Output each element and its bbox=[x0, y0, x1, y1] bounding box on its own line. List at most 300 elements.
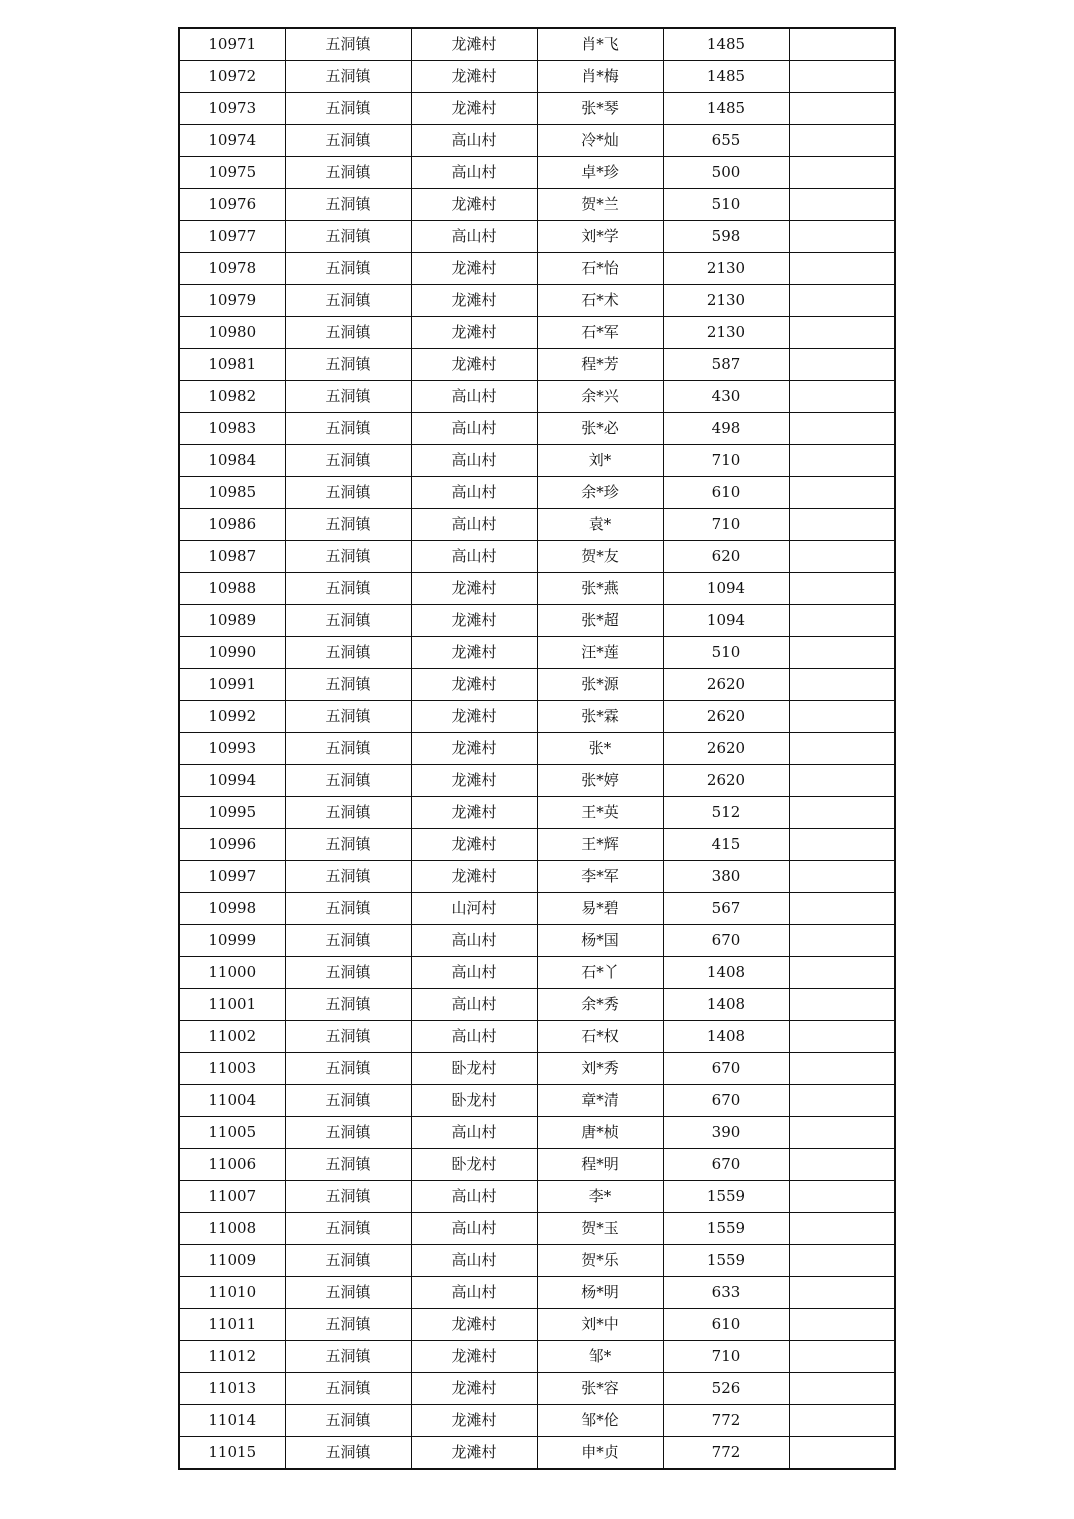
amount-cell: 567 bbox=[663, 893, 789, 925]
serial-number-cell: 10999 bbox=[179, 925, 285, 957]
name-cell: 章*清 bbox=[537, 1085, 663, 1117]
village-cell: 卧龙村 bbox=[411, 1085, 537, 1117]
amount-cell: 2620 bbox=[663, 669, 789, 701]
amount-cell: 1408 bbox=[663, 1021, 789, 1053]
village-cell: 龙滩村 bbox=[411, 93, 537, 125]
remark-cell bbox=[789, 477, 895, 509]
village-cell: 山河村 bbox=[411, 893, 537, 925]
name-cell: 石*军 bbox=[537, 317, 663, 349]
serial-number-cell: 11006 bbox=[179, 1149, 285, 1181]
village-cell: 高山村 bbox=[411, 1213, 537, 1245]
table-row bbox=[179, 765, 895, 797]
name-cell: 张*燕 bbox=[537, 573, 663, 605]
table-row bbox=[179, 1245, 895, 1277]
town-cell: 五洞镇 bbox=[285, 701, 411, 733]
village-cell: 龙滩村 bbox=[411, 285, 537, 317]
name-cell: 邹*伦 bbox=[537, 1405, 663, 1437]
table-row bbox=[179, 1437, 895, 1470]
serial-number-cell: 10985 bbox=[179, 477, 285, 509]
town-cell: 五洞镇 bbox=[285, 1149, 411, 1181]
amount-cell: 2130 bbox=[663, 285, 789, 317]
town-cell: 五洞镇 bbox=[285, 1213, 411, 1245]
serial-number-cell: 11015 bbox=[179, 1437, 285, 1470]
name-cell: 石*丫 bbox=[537, 957, 663, 989]
serial-number-cell: 10997 bbox=[179, 861, 285, 893]
town-cell: 五洞镇 bbox=[285, 1021, 411, 1053]
amount-cell: 415 bbox=[663, 829, 789, 861]
name-cell: 刘*学 bbox=[537, 221, 663, 253]
serial-number-cell: 11002 bbox=[179, 1021, 285, 1053]
town-cell: 五洞镇 bbox=[285, 477, 411, 509]
serial-number-cell: 11011 bbox=[179, 1309, 285, 1341]
name-cell: 肖*梅 bbox=[537, 61, 663, 93]
records-table bbox=[178, 27, 896, 1470]
amount-cell: 1485 bbox=[663, 28, 789, 61]
table-row bbox=[179, 637, 895, 669]
name-cell: 贺*友 bbox=[537, 541, 663, 573]
name-cell: 程*芳 bbox=[537, 349, 663, 381]
remark-cell bbox=[789, 413, 895, 445]
serial-number-cell: 11014 bbox=[179, 1405, 285, 1437]
town-cell: 五洞镇 bbox=[285, 1309, 411, 1341]
town-cell: 五洞镇 bbox=[285, 733, 411, 765]
name-cell: 张*超 bbox=[537, 605, 663, 637]
remark-cell bbox=[789, 1277, 895, 1309]
name-cell: 张*婷 bbox=[537, 765, 663, 797]
town-cell: 五洞镇 bbox=[285, 573, 411, 605]
village-cell: 龙滩村 bbox=[411, 765, 537, 797]
village-cell: 龙滩村 bbox=[411, 1309, 537, 1341]
town-cell: 五洞镇 bbox=[285, 989, 411, 1021]
amount-cell: 2620 bbox=[663, 765, 789, 797]
table-row bbox=[179, 93, 895, 125]
table-row bbox=[179, 1309, 895, 1341]
table-row bbox=[179, 669, 895, 701]
serial-number-cell: 10989 bbox=[179, 605, 285, 637]
amount-cell: 390 bbox=[663, 1117, 789, 1149]
remark-cell bbox=[789, 1053, 895, 1085]
table-row bbox=[179, 61, 895, 93]
name-cell: 张*源 bbox=[537, 669, 663, 701]
serial-number-cell: 10998 bbox=[179, 893, 285, 925]
table-row bbox=[179, 445, 895, 477]
serial-number-cell: 10972 bbox=[179, 61, 285, 93]
serial-number-cell: 10975 bbox=[179, 157, 285, 189]
table-row bbox=[179, 989, 895, 1021]
name-cell: 贺*乐 bbox=[537, 1245, 663, 1277]
amount-cell: 2130 bbox=[663, 253, 789, 285]
village-cell: 龙滩村 bbox=[411, 1373, 537, 1405]
village-cell: 龙滩村 bbox=[411, 829, 537, 861]
remark-cell bbox=[789, 669, 895, 701]
table-row bbox=[179, 1373, 895, 1405]
amount-cell: 587 bbox=[663, 349, 789, 381]
amount-cell: 670 bbox=[663, 1053, 789, 1085]
village-cell: 龙滩村 bbox=[411, 605, 537, 637]
remark-cell bbox=[789, 1149, 895, 1181]
town-cell: 五洞镇 bbox=[285, 1437, 411, 1470]
remark-cell bbox=[789, 125, 895, 157]
name-cell: 刘*秀 bbox=[537, 1053, 663, 1085]
town-cell: 五洞镇 bbox=[285, 413, 411, 445]
remark-cell bbox=[789, 765, 895, 797]
name-cell: 王*辉 bbox=[537, 829, 663, 861]
table-row bbox=[179, 28, 895, 61]
town-cell: 五洞镇 bbox=[285, 445, 411, 477]
remark-cell bbox=[789, 1181, 895, 1213]
village-cell: 龙滩村 bbox=[411, 637, 537, 669]
serial-number-cell: 10982 bbox=[179, 381, 285, 413]
village-cell: 龙滩村 bbox=[411, 1405, 537, 1437]
table-row bbox=[179, 1149, 895, 1181]
serial-number-cell: 10986 bbox=[179, 509, 285, 541]
town-cell: 五洞镇 bbox=[285, 317, 411, 349]
name-cell: 张*霖 bbox=[537, 701, 663, 733]
remark-cell bbox=[789, 285, 895, 317]
amount-cell: 1094 bbox=[663, 605, 789, 637]
amount-cell: 380 bbox=[663, 861, 789, 893]
town-cell: 五洞镇 bbox=[285, 1277, 411, 1309]
town-cell: 五洞镇 bbox=[285, 1117, 411, 1149]
table-row bbox=[179, 797, 895, 829]
village-cell: 龙滩村 bbox=[411, 669, 537, 701]
name-cell: 贺*玉 bbox=[537, 1213, 663, 1245]
amount-cell: 500 bbox=[663, 157, 789, 189]
amount-cell: 655 bbox=[663, 125, 789, 157]
village-cell: 高山村 bbox=[411, 957, 537, 989]
town-cell: 五洞镇 bbox=[285, 797, 411, 829]
serial-number-cell: 11001 bbox=[179, 989, 285, 1021]
village-cell: 高山村 bbox=[411, 1021, 537, 1053]
table-row bbox=[179, 509, 895, 541]
remark-cell bbox=[789, 157, 895, 189]
table-row bbox=[179, 125, 895, 157]
name-cell: 刘* bbox=[537, 445, 663, 477]
table-row bbox=[179, 1213, 895, 1245]
town-cell: 五洞镇 bbox=[285, 189, 411, 221]
remark-cell bbox=[789, 61, 895, 93]
amount-cell: 772 bbox=[663, 1405, 789, 1437]
village-cell: 高山村 bbox=[411, 157, 537, 189]
amount-cell: 620 bbox=[663, 541, 789, 573]
amount-cell: 1559 bbox=[663, 1245, 789, 1277]
remark-cell bbox=[789, 701, 895, 733]
name-cell: 张*必 bbox=[537, 413, 663, 445]
name-cell: 袁* bbox=[537, 509, 663, 541]
table-row bbox=[179, 317, 895, 349]
table-row bbox=[179, 1085, 895, 1117]
serial-number-cell: 10980 bbox=[179, 317, 285, 349]
remark-cell bbox=[789, 1437, 895, 1470]
remark-cell bbox=[789, 509, 895, 541]
amount-cell: 430 bbox=[663, 381, 789, 413]
town-cell: 五洞镇 bbox=[285, 253, 411, 285]
name-cell: 刘*中 bbox=[537, 1309, 663, 1341]
name-cell: 唐*桢 bbox=[537, 1117, 663, 1149]
name-cell: 李*军 bbox=[537, 861, 663, 893]
serial-number-cell: 10973 bbox=[179, 93, 285, 125]
town-cell: 五洞镇 bbox=[285, 1341, 411, 1373]
town-cell: 五洞镇 bbox=[285, 765, 411, 797]
amount-cell: 1094 bbox=[663, 573, 789, 605]
remark-cell bbox=[789, 1085, 895, 1117]
village-cell: 高山村 bbox=[411, 925, 537, 957]
remark-cell bbox=[789, 93, 895, 125]
name-cell: 张* bbox=[537, 733, 663, 765]
table-row bbox=[179, 605, 895, 637]
amount-cell: 670 bbox=[663, 1085, 789, 1117]
table-row bbox=[179, 861, 895, 893]
remark-cell bbox=[789, 349, 895, 381]
name-cell: 邹* bbox=[537, 1341, 663, 1373]
name-cell: 程*明 bbox=[537, 1149, 663, 1181]
amount-cell: 1559 bbox=[663, 1181, 789, 1213]
amount-cell: 772 bbox=[663, 1437, 789, 1470]
village-cell: 高山村 bbox=[411, 221, 537, 253]
table-row bbox=[179, 701, 895, 733]
remark-cell bbox=[789, 605, 895, 637]
town-cell: 五洞镇 bbox=[285, 1053, 411, 1085]
village-cell: 龙滩村 bbox=[411, 253, 537, 285]
serial-number-cell: 10977 bbox=[179, 221, 285, 253]
town-cell: 五洞镇 bbox=[285, 541, 411, 573]
serial-number-cell: 10987 bbox=[179, 541, 285, 573]
village-cell: 高山村 bbox=[411, 1277, 537, 1309]
amount-cell: 510 bbox=[663, 637, 789, 669]
table-row bbox=[179, 349, 895, 381]
name-cell: 汪*莲 bbox=[537, 637, 663, 669]
amount-cell: 670 bbox=[663, 1149, 789, 1181]
table-row bbox=[179, 189, 895, 221]
village-cell: 龙滩村 bbox=[411, 28, 537, 61]
town-cell: 五洞镇 bbox=[285, 1405, 411, 1437]
village-cell: 高山村 bbox=[411, 125, 537, 157]
amount-cell: 526 bbox=[663, 1373, 789, 1405]
name-cell: 王*英 bbox=[537, 797, 663, 829]
remark-cell bbox=[789, 1373, 895, 1405]
amount-cell: 498 bbox=[663, 413, 789, 445]
serial-number-cell: 10981 bbox=[179, 349, 285, 381]
village-cell: 高山村 bbox=[411, 381, 537, 413]
records-table-body bbox=[179, 28, 895, 1469]
serial-number-cell: 10984 bbox=[179, 445, 285, 477]
amount-cell: 670 bbox=[663, 925, 789, 957]
amount-cell: 610 bbox=[663, 1309, 789, 1341]
amount-cell: 2620 bbox=[663, 733, 789, 765]
table-row bbox=[179, 1181, 895, 1213]
serial-number-cell: 11008 bbox=[179, 1213, 285, 1245]
serial-number-cell: 11005 bbox=[179, 1117, 285, 1149]
table-row bbox=[179, 381, 895, 413]
serial-number-cell: 10983 bbox=[179, 413, 285, 445]
remark-cell bbox=[789, 1309, 895, 1341]
table-row bbox=[179, 1021, 895, 1053]
town-cell: 五洞镇 bbox=[285, 381, 411, 413]
town-cell: 五洞镇 bbox=[285, 93, 411, 125]
town-cell: 五洞镇 bbox=[285, 509, 411, 541]
serial-number-cell: 11010 bbox=[179, 1277, 285, 1309]
name-cell: 石*怡 bbox=[537, 253, 663, 285]
town-cell: 五洞镇 bbox=[285, 157, 411, 189]
table-row bbox=[179, 893, 895, 925]
table-row bbox=[179, 221, 895, 253]
table-row bbox=[179, 1405, 895, 1437]
name-cell: 张*容 bbox=[537, 1373, 663, 1405]
serial-number-cell: 10991 bbox=[179, 669, 285, 701]
village-cell: 龙滩村 bbox=[411, 349, 537, 381]
amount-cell: 710 bbox=[663, 509, 789, 541]
amount-cell: 510 bbox=[663, 189, 789, 221]
name-cell: 余*秀 bbox=[537, 989, 663, 1021]
serial-number-cell: 11013 bbox=[179, 1373, 285, 1405]
table-row bbox=[179, 541, 895, 573]
village-cell: 龙滩村 bbox=[411, 1341, 537, 1373]
amount-cell: 1485 bbox=[663, 93, 789, 125]
remark-cell bbox=[789, 829, 895, 861]
town-cell: 五洞镇 bbox=[285, 1373, 411, 1405]
village-cell: 龙滩村 bbox=[411, 701, 537, 733]
name-cell: 肖*飞 bbox=[537, 28, 663, 61]
amount-cell: 1408 bbox=[663, 989, 789, 1021]
town-cell: 五洞镇 bbox=[285, 61, 411, 93]
name-cell: 冷*灿 bbox=[537, 125, 663, 157]
village-cell: 龙滩村 bbox=[411, 1437, 537, 1470]
name-cell: 易*碧 bbox=[537, 893, 663, 925]
town-cell: 五洞镇 bbox=[285, 1085, 411, 1117]
serial-number-cell: 10992 bbox=[179, 701, 285, 733]
remark-cell bbox=[789, 1021, 895, 1053]
table-row bbox=[179, 1277, 895, 1309]
remark-cell bbox=[789, 637, 895, 669]
serial-number-cell: 10988 bbox=[179, 573, 285, 605]
remark-cell bbox=[789, 733, 895, 765]
town-cell: 五洞镇 bbox=[285, 1245, 411, 1277]
serial-number-cell: 10994 bbox=[179, 765, 285, 797]
remark-cell bbox=[789, 381, 895, 413]
amount-cell: 710 bbox=[663, 1341, 789, 1373]
table-row bbox=[179, 573, 895, 605]
town-cell: 五洞镇 bbox=[285, 221, 411, 253]
town-cell: 五洞镇 bbox=[285, 861, 411, 893]
remark-cell bbox=[789, 317, 895, 349]
village-cell: 高山村 bbox=[411, 477, 537, 509]
remark-cell bbox=[789, 893, 895, 925]
town-cell: 五洞镇 bbox=[285, 637, 411, 669]
town-cell: 五洞镇 bbox=[285, 957, 411, 989]
amount-cell: 512 bbox=[663, 797, 789, 829]
village-cell: 卧龙村 bbox=[411, 1053, 537, 1085]
remark-cell bbox=[789, 189, 895, 221]
remark-cell bbox=[789, 28, 895, 61]
remark-cell bbox=[789, 861, 895, 893]
name-cell: 石*权 bbox=[537, 1021, 663, 1053]
remark-cell bbox=[789, 221, 895, 253]
village-cell: 高山村 bbox=[411, 1181, 537, 1213]
town-cell: 五洞镇 bbox=[285, 829, 411, 861]
serial-number-cell: 11003 bbox=[179, 1053, 285, 1085]
amount-cell: 710 bbox=[663, 445, 789, 477]
village-cell: 龙滩村 bbox=[411, 189, 537, 221]
village-cell: 高山村 bbox=[411, 413, 537, 445]
village-cell: 龙滩村 bbox=[411, 797, 537, 829]
remark-cell bbox=[789, 573, 895, 605]
amount-cell: 633 bbox=[663, 1277, 789, 1309]
village-cell: 龙滩村 bbox=[411, 573, 537, 605]
town-cell: 五洞镇 bbox=[285, 125, 411, 157]
table-row bbox=[179, 733, 895, 765]
name-cell: 石*术 bbox=[537, 285, 663, 317]
serial-number-cell: 10976 bbox=[179, 189, 285, 221]
name-cell: 申*贞 bbox=[537, 1437, 663, 1470]
table-row bbox=[179, 957, 895, 989]
village-cell: 龙滩村 bbox=[411, 861, 537, 893]
name-cell: 贺*兰 bbox=[537, 189, 663, 221]
table-row bbox=[179, 477, 895, 509]
serial-number-cell: 11007 bbox=[179, 1181, 285, 1213]
table-row bbox=[179, 1341, 895, 1373]
amount-cell: 610 bbox=[663, 477, 789, 509]
table-row bbox=[179, 413, 895, 445]
name-cell: 杨*明 bbox=[537, 1277, 663, 1309]
table-row bbox=[179, 829, 895, 861]
remark-cell bbox=[789, 989, 895, 1021]
village-cell: 高山村 bbox=[411, 1117, 537, 1149]
table-row bbox=[179, 925, 895, 957]
amount-cell: 2620 bbox=[663, 701, 789, 733]
serial-number-cell: 10971 bbox=[179, 28, 285, 61]
name-cell: 卓*珍 bbox=[537, 157, 663, 189]
amount-cell: 1485 bbox=[663, 61, 789, 93]
serial-number-cell: 10978 bbox=[179, 253, 285, 285]
town-cell: 五洞镇 bbox=[285, 605, 411, 637]
town-cell: 五洞镇 bbox=[285, 925, 411, 957]
serial-number-cell: 10974 bbox=[179, 125, 285, 157]
table-row bbox=[179, 1053, 895, 1085]
serial-number-cell: 11004 bbox=[179, 1085, 285, 1117]
amount-cell: 1559 bbox=[663, 1213, 789, 1245]
name-cell: 余*珍 bbox=[537, 477, 663, 509]
remark-cell bbox=[789, 445, 895, 477]
remark-cell bbox=[789, 1341, 895, 1373]
name-cell: 李* bbox=[537, 1181, 663, 1213]
table-row bbox=[179, 1117, 895, 1149]
remark-cell bbox=[789, 925, 895, 957]
remark-cell bbox=[789, 957, 895, 989]
town-cell: 五洞镇 bbox=[285, 1181, 411, 1213]
village-cell: 高山村 bbox=[411, 445, 537, 477]
name-cell: 杨*国 bbox=[537, 925, 663, 957]
village-cell: 高山村 bbox=[411, 1245, 537, 1277]
serial-number-cell: 10996 bbox=[179, 829, 285, 861]
serial-number-cell: 11009 bbox=[179, 1245, 285, 1277]
remark-cell bbox=[789, 797, 895, 829]
serial-number-cell: 10995 bbox=[179, 797, 285, 829]
serial-number-cell: 10979 bbox=[179, 285, 285, 317]
serial-number-cell: 10990 bbox=[179, 637, 285, 669]
remark-cell bbox=[789, 1245, 895, 1277]
table-row bbox=[179, 285, 895, 317]
town-cell: 五洞镇 bbox=[285, 893, 411, 925]
amount-cell: 1408 bbox=[663, 957, 789, 989]
town-cell: 五洞镇 bbox=[285, 349, 411, 381]
amount-cell: 598 bbox=[663, 221, 789, 253]
remark-cell bbox=[789, 541, 895, 573]
town-cell: 五洞镇 bbox=[285, 669, 411, 701]
name-cell: 张*琴 bbox=[537, 93, 663, 125]
town-cell: 五洞镇 bbox=[285, 285, 411, 317]
amount-cell: 2130 bbox=[663, 317, 789, 349]
village-cell: 高山村 bbox=[411, 989, 537, 1021]
